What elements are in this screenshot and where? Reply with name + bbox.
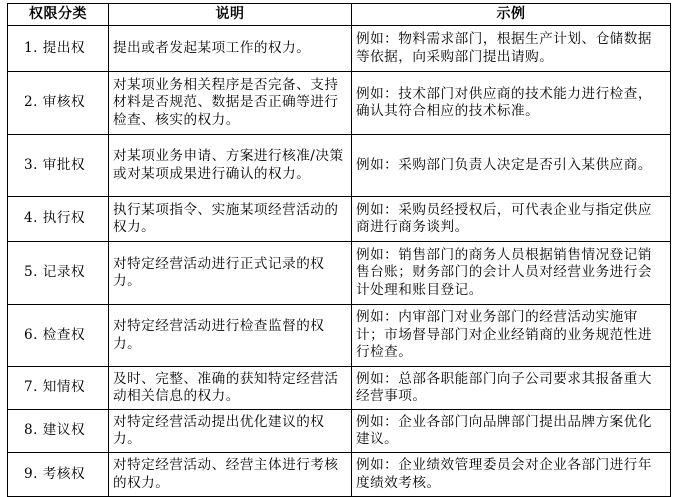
header-description: 说明 (109, 4, 352, 26)
description-cell: 提出或者发起某项工作的权力。 (109, 26, 352, 72)
example-cell: 例如：采购员经授权后，可代表企业与指定供应商进行商务谈判。 (352, 197, 671, 242)
table-row (8, 305, 671, 367)
description-cell: 对特定经营活动提出优化建议的权力。 (109, 410, 352, 453)
example-cell: 例如：物料需求部门，根据生产计划、仓储数据等依据，向采购部门提出请购。 (352, 26, 671, 72)
example-cell: 例如：企业绩效管理委员会对企业各部门进行年度绩效考核。 (352, 453, 671, 497)
description-cell: 对特定经营活动、经营主体进行考核的权力。 (109, 453, 352, 497)
description-cell: 对某项业务相关程序是否完备、支持材料是否规范、数据是否正确等进行检查、核实的权力。 (109, 72, 352, 135)
header-example: 示例 (352, 4, 671, 26)
example-cell: 例如：销售部门的商务人员根据销售情况登记销售台账；财务部门的会计人员对经营业务进行会计处理和账目登记。 (352, 242, 671, 305)
example-cell: 例如：采购部门负责人决定是否引入某供应商。 (352, 135, 671, 197)
category-cell: 5. 记录权 (8, 242, 109, 305)
category-cell: 2. 审核权 (8, 72, 109, 135)
table-row (8, 367, 671, 410)
example-cell: 例如：内审部门对业务部门的经营活动实施审计；市场督导部门对企业经销商的业务规范性进行检查。 (352, 305, 671, 367)
table-header-row (8, 4, 671, 26)
header-category: 权限分类 (8, 4, 109, 26)
category-cell: 7. 知情权 (8, 367, 109, 410)
table-row (8, 197, 671, 242)
category-cell: 4. 执行权 (8, 197, 109, 242)
category-cell: 8. 建议权 (8, 410, 109, 453)
example-cell: 例如：企业各部门向品牌部门提出品牌方案优化建议。 (352, 410, 671, 453)
table-row (8, 26, 671, 72)
example-cell: 例如：技术部门对供应商的技术能力进行检查，确认其符合相应的技术标准。 (352, 72, 671, 135)
description-cell: 对特定经营活动进行检查监督的权力。 (109, 305, 352, 367)
description-cell: 及时、完整、准确的获知特定经营活动相关信息的权力。 (109, 367, 352, 410)
category-cell: 9. 考核权 (8, 453, 109, 497)
description-cell: 对某项业务申请、方案进行核准/决策或对某项成果进行确认的权力。 (109, 135, 352, 197)
authority-table (7, 3, 671, 497)
category-cell: 1. 提出权 (8, 26, 109, 72)
table-row (8, 242, 671, 305)
table-row (8, 410, 671, 453)
description-cell: 执行某项指令、实施某项经营活动的权力。 (109, 197, 352, 242)
category-cell: 6. 检查权 (8, 305, 109, 367)
example-cell: 例如：总部各职能部门向子公司要求其报备重大经营事项。 (352, 367, 671, 410)
category-cell: 3. 审批权 (8, 135, 109, 197)
description-cell: 对特定经营活动进行正式记录的权力。 (109, 242, 352, 305)
table-row (8, 72, 671, 135)
table-row (8, 453, 671, 497)
table-row (8, 135, 671, 197)
